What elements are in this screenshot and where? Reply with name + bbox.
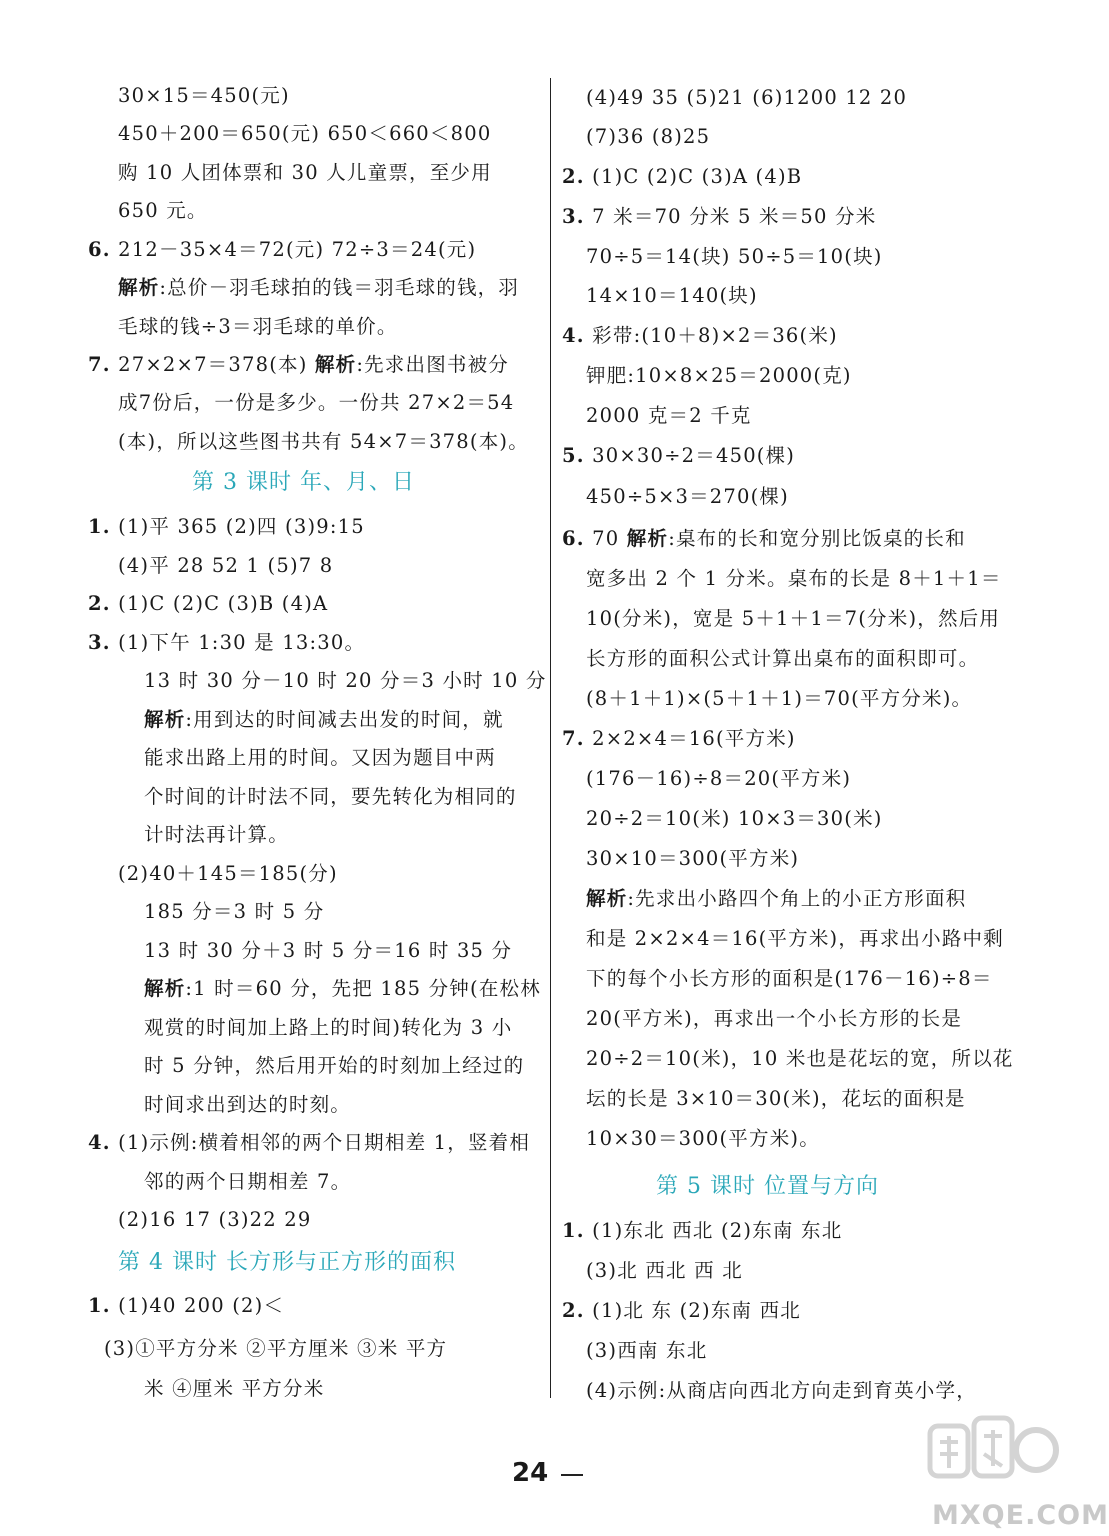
question-2: [562, 1298, 801, 1324]
question-1: [88, 514, 365, 540]
text-line: 钾肥:10×8×25＝2000(克): [586, 364, 852, 387]
question-5: [562, 443, 795, 469]
analysis-line: [144, 976, 541, 1002]
question-number: 2.: [88, 592, 111, 615]
text: (1)40 200 (2)＜: [118, 1294, 285, 1317]
text-line: 毛球的钱÷3＝羽毛球的单价。: [118, 315, 398, 338]
text-line: 和是 2×2×4＝16(平方米)，再求出小路中剩: [586, 927, 1004, 950]
text-line: (4)49 35 (5)21 (6)1200 12 20: [586, 86, 908, 109]
text: (1)下午 1:30 是 13:30。: [118, 631, 366, 654]
text-line: 20(平方米)，再求出一个小长方形的长是: [586, 1007, 963, 1030]
question-number: 4.: [88, 1131, 111, 1154]
text-line: 购 10 人团体票和 30 人儿童票，至少用: [118, 161, 492, 184]
question-number: 6.: [88, 238, 111, 261]
analysis-label: 解析: [586, 887, 628, 910]
text: 27×2×7＝378(本): [118, 353, 315, 376]
watermark: [928, 1408, 1109, 1534]
text-line: (3)西南 东北: [586, 1339, 708, 1362]
question-number: 3.: [88, 631, 111, 654]
text-line: (176－16)÷8＝20(平方米): [586, 767, 852, 790]
section-heading: 第 3 课时 年、月、日: [192, 470, 415, 495]
text-line: 10×30＝300(平方米)。: [586, 1127, 820, 1150]
question-7: [88, 352, 509, 378]
analysis-label: 解析: [314, 353, 357, 376]
text-line: 10(分米)，宽是 5＋1＋1＝7(分米)，然后用: [586, 607, 1001, 630]
text-line: (2)40＋145＝185(分): [118, 862, 338, 885]
watermark-text: MXQE.COM: [932, 1500, 1109, 1531]
section-heading: 第 4 课时 长方形与正方形的面积: [118, 1250, 456, 1275]
question-number: 2.: [562, 165, 585, 188]
text: 彩带:(10＋8)×2＝36(米): [592, 324, 838, 347]
page-number-dash: [561, 1474, 583, 1476]
watermark-logo-icon: [928, 1408, 1058, 1496]
text-line: 坛的长是 3×10＝30(米)，花坛的面积是: [586, 1087, 966, 1110]
text: 70: [592, 527, 627, 550]
text: (1)C (2)C (3)B (4)A: [118, 592, 329, 615]
question-3: [88, 630, 365, 656]
text-line: (4)平 28 52 1 (5)7 8: [118, 554, 334, 577]
question-7: [562, 726, 796, 752]
text: :桌布的长和宽分别比饭桌的长和: [668, 527, 966, 550]
text-line: (7)36 (8)25: [586, 125, 711, 148]
text: :先求出小路四个角上的小正方形面积: [627, 887, 967, 910]
text-line: 观赏的时间加上路上的时间)转化为 3 小: [144, 1016, 513, 1039]
question-number: 1.: [88, 515, 111, 538]
analysis-label: 解析: [626, 527, 669, 550]
text-line: 宽多出 2 个 1 分米。桌布的长是 8＋1＋1＝: [586, 567, 1002, 590]
text-line: 长方形的面积公式计算出桌布的面积即可。: [586, 647, 980, 670]
text-line: 成7份后，一份是多少。一份共 27×2＝54: [118, 391, 515, 414]
text-line: 30×15＝450(元): [118, 84, 290, 107]
text-line: 185 分＝3 时 5 分: [144, 900, 325, 923]
section-heading: 第 5 课时 位置与方向: [656, 1174, 879, 1199]
text-line: 计时法再计算。: [144, 823, 289, 846]
question-3: [562, 204, 876, 230]
text-line: 650 元。: [118, 199, 208, 222]
question-2: [88, 591, 328, 617]
text-line: (4)示例:从商店向西北方向走到育英小学，: [586, 1379, 977, 1402]
text: (1)示例:横着相邻的两个日期相差 1，竖着相: [118, 1131, 531, 1154]
text: :总价－羽毛球拍的钱＝羽毛球的钱，羽: [159, 276, 520, 299]
analysis-line: [118, 275, 519, 301]
question-6: [88, 237, 476, 263]
question-number: 7.: [88, 353, 111, 376]
text-line: 20÷2＝10(米) 10×3＝30(米): [586, 807, 883, 830]
question-number: 1.: [562, 1219, 585, 1242]
text-line: (3)北 西北 西 北: [586, 1259, 743, 1282]
text: (1)东北 西北 (2)东南 东北: [592, 1219, 843, 1242]
analysis-label: 解析: [144, 977, 186, 1000]
text-line: 30×10＝300(平方米): [586, 847, 800, 870]
text-line: 邻的两个日期相差 7。: [144, 1170, 352, 1193]
text-line: 时间求出到达的时刻。: [144, 1093, 352, 1116]
text: 212－35×4＝72(元) 72÷3＝24(元): [118, 238, 477, 261]
analysis-line: [144, 707, 504, 733]
question-number: 2.: [562, 1299, 585, 1322]
text-line: 13 时 30 分－10 时 20 分＝3 小时 10 分: [144, 669, 547, 692]
page-number: 24: [512, 1458, 549, 1488]
column-divider: [550, 78, 551, 1398]
text-line: 20÷2＝10(米)，10 米也是花坛的宽，所以花: [586, 1047, 1014, 1070]
question-number: 5.: [562, 444, 585, 467]
question-number: 4.: [562, 324, 585, 347]
text-line: (本)，所以这些图书共有 54×7＝378(本)。: [118, 430, 529, 453]
analysis-label: 解析: [144, 708, 186, 731]
text-line: 时 5 分钟，然后用开始的时刻加上经过的: [144, 1054, 525, 1077]
text-line: (3)①平方分米 ②平方厘米 ③米 平方: [104, 1337, 448, 1360]
question-4: [88, 1130, 530, 1156]
text-line: (2)16 17 (3)22 29: [118, 1208, 312, 1231]
text: 2×2×4＝16(平方米): [592, 727, 796, 750]
question-2: [562, 164, 802, 190]
text-line: 2000 克＝2 千克: [586, 404, 752, 427]
text-line: 450÷5×3＝270(棵): [586, 485, 789, 508]
text: (1)北 东 (2)东南 西北: [592, 1299, 802, 1322]
text: (1)C (2)C (3)A (4)B: [592, 165, 803, 188]
text: (1)平 365 (2)四 (3)9:15: [118, 515, 365, 538]
text-line: 个时间的计时法不同，要先转化为相同的: [144, 785, 517, 808]
text-line: 能求出路上用的时间。又因为题目中两: [144, 746, 496, 769]
question-4: [562, 323, 838, 349]
question-number: 1.: [88, 1294, 111, 1317]
question-6: [562, 526, 966, 552]
text-line: 14×10＝140(块): [586, 284, 758, 307]
text-line: 下的每个小长方形的面积是(176－16)÷8＝: [586, 967, 993, 990]
text-line: (8＋1＋1)×(5＋1＋1)＝70(平方分米)。: [586, 687, 973, 710]
question-number: 7.: [562, 727, 585, 750]
text-line: 450＋200＝650(元) 650＜660＜800: [118, 122, 492, 145]
text: :用到达的时间减去出发的时间，就: [185, 708, 504, 731]
text: 30×30÷2＝450(棵): [592, 444, 796, 467]
question-1: [562, 1218, 842, 1244]
question-number: 3.: [562, 205, 585, 228]
text: :先求出图书被分: [356, 353, 509, 376]
text-line: 70÷5＝14(块) 50÷5＝10(块): [586, 245, 883, 268]
analysis-label: 解析: [118, 276, 160, 299]
text-line: 13 时 30 分＋3 时 5 分＝16 时 35 分: [144, 939, 513, 962]
analysis-line: [586, 886, 966, 912]
text: 7 米＝70 分米 5 米＝50 分米: [592, 205, 877, 228]
question-number: 6.: [562, 527, 585, 550]
text-line: 米 ④厘米 平方分米: [144, 1377, 325, 1400]
text: :1 时＝60 分，先把 185 分钟(在松林: [185, 977, 541, 1000]
question-1: [88, 1293, 284, 1319]
